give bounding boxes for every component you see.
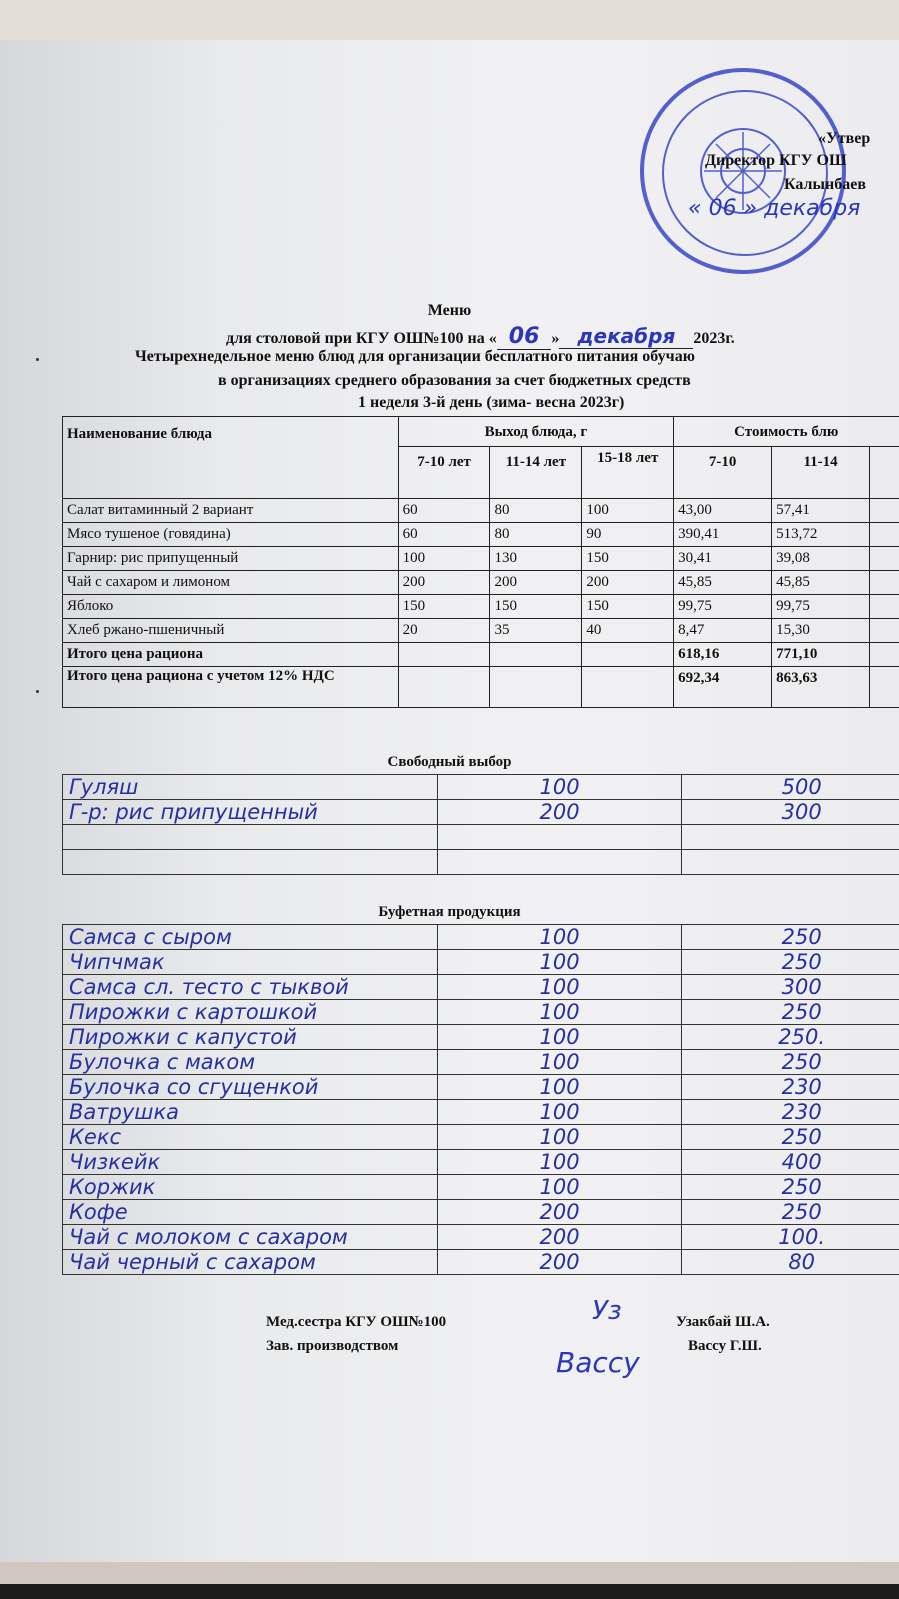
buffet-cell-name: Самса с сыром bbox=[63, 925, 438, 950]
buffet-row bbox=[63, 975, 899, 1000]
total-cost-7-10: 618,16 bbox=[674, 643, 772, 667]
total-label: Итого цена рациона bbox=[63, 643, 399, 667]
free_choice-cell-weight bbox=[437, 825, 682, 850]
menu-cell-g3: 90 bbox=[582, 523, 674, 547]
menu-cell-name: Яблоко bbox=[63, 595, 399, 619]
menu-cell-g1: 150 bbox=[398, 595, 490, 619]
menu-cell-g2: 130 bbox=[490, 547, 582, 571]
menu-cell-c2: 57,41 bbox=[772, 499, 870, 523]
menu-cell-c2: 45,85 bbox=[772, 571, 870, 595]
menu-cell-c1: 390,41 bbox=[674, 523, 772, 547]
buffet-row bbox=[63, 1000, 899, 1025]
stamp-emblem bbox=[644, 72, 842, 270]
menu-cell-cut bbox=[870, 523, 899, 547]
buffet-row bbox=[63, 1175, 899, 1200]
free_choice-cell-price: 300 bbox=[682, 800, 899, 825]
menu-cell-c2: 39,08 bbox=[772, 547, 870, 571]
free_choice-cell-price bbox=[682, 850, 899, 875]
free_choice-cell-name bbox=[63, 850, 438, 875]
menu-cell-c2: 99,75 bbox=[772, 595, 870, 619]
nurse-name: Узакбай Ш.А. bbox=[676, 1314, 770, 1330]
buffet-row bbox=[63, 1150, 899, 1175]
buffet-cell-weight: 100 bbox=[437, 1150, 682, 1175]
buffet-cell-price: 250 bbox=[682, 1125, 899, 1150]
menu-cell-g2: 80 bbox=[490, 523, 582, 547]
buffet-rows bbox=[63, 925, 899, 1275]
manager-signature: Вассу bbox=[556, 1346, 640, 1379]
free_choice-cell-name bbox=[63, 825, 438, 850]
paper-speck bbox=[36, 358, 39, 361]
buffet-cell-name: Чипчмак bbox=[63, 950, 438, 975]
buffet-cell-price: 400 bbox=[682, 1150, 899, 1175]
page-title: Меню bbox=[427, 302, 472, 319]
buffet-cell-weight: 100 bbox=[437, 1075, 682, 1100]
buffet-cell-name: Пирожки с капустой bbox=[63, 1025, 438, 1050]
handwritten-month: декабря bbox=[559, 324, 693, 349]
free-choice-table bbox=[62, 774, 899, 875]
buffet-cell-name: Кекс bbox=[63, 1125, 438, 1150]
buffet-cell-weight: 100 bbox=[437, 1175, 682, 1200]
col-header-name: Наименование блюда bbox=[63, 417, 399, 499]
menu-cell-cut bbox=[870, 571, 899, 595]
manager-name: Вассу Г.Ш. bbox=[688, 1338, 762, 1354]
menu-cell-g1: 20 bbox=[398, 619, 490, 643]
week-day-line: 1 неделя 3-й день (зима- весна 2023г) bbox=[358, 394, 625, 411]
total-vat-11-14: 863,63 bbox=[772, 667, 870, 708]
buffet-cell-weight: 100 bbox=[437, 1000, 682, 1025]
menu-cell-g3: 150 bbox=[582, 595, 674, 619]
paper-speck bbox=[36, 690, 39, 693]
buffet-row bbox=[63, 1125, 899, 1150]
buffet-row bbox=[63, 950, 899, 975]
buffet-cell-weight: 200 bbox=[437, 1225, 682, 1250]
buffet-cell-price: 250. bbox=[682, 1025, 899, 1050]
buffet-cell-price: 100. bbox=[682, 1225, 899, 1250]
buffet-cell-price: 230 bbox=[682, 1075, 899, 1100]
buffet-cell-name: Чай черный с сахаром bbox=[63, 1250, 438, 1275]
buffet-cell-name: Булочка с маком bbox=[63, 1050, 438, 1075]
buffet-cell-name: Коржик bbox=[63, 1175, 438, 1200]
menu-cell-g2: 200 bbox=[490, 571, 582, 595]
buffet-cell-price: 250 bbox=[682, 1175, 899, 1200]
buffet-title: Буфетная продукция bbox=[378, 904, 521, 920]
menu-cell-cut bbox=[870, 547, 899, 571]
buffet-cell-weight: 100 bbox=[437, 1025, 682, 1050]
buffet-cell-name: Булочка со сгущенкой bbox=[63, 1075, 438, 1100]
buffet-cell-weight: 100 bbox=[437, 1100, 682, 1125]
buffet-row bbox=[63, 1200, 899, 1225]
menu-cell-c1: 99,75 bbox=[674, 595, 772, 619]
menu-row bbox=[63, 571, 899, 595]
col-header-output: Выход блюда, г bbox=[398, 417, 674, 447]
buffet-row bbox=[63, 1025, 899, 1050]
cost-age-header: 11-14 bbox=[772, 447, 870, 499]
col-header-cost: Стоимость блю bbox=[674, 417, 899, 447]
menu-cell-g1: 60 bbox=[398, 523, 490, 547]
cost-age-header-cut bbox=[870, 447, 899, 499]
buffet-cell-price: 250 bbox=[682, 1000, 899, 1025]
manager-role: Зав. производством bbox=[266, 1338, 399, 1354]
approval-date-handwritten: « 06 » декабря bbox=[688, 196, 861, 221]
free_choice-cell-price: 500 bbox=[682, 775, 899, 800]
buffet-row bbox=[63, 1225, 899, 1250]
free_choice-cell-name: Г-р: рис припущенный bbox=[63, 800, 438, 825]
menu-cell-cut bbox=[870, 499, 899, 523]
buffet-cell-name: Кофе bbox=[63, 1200, 438, 1225]
approval-line-3: Калынбаев bbox=[784, 176, 866, 193]
buffet-cell-weight: 100 bbox=[437, 975, 682, 1000]
menu-row bbox=[63, 619, 899, 643]
free_choice-row bbox=[63, 800, 899, 825]
free_choice-cell-weight: 100 bbox=[437, 775, 682, 800]
free_choice-row bbox=[63, 850, 899, 875]
free_choice-cell-weight bbox=[437, 850, 682, 875]
age-header: 7-10 лет bbox=[398, 447, 490, 499]
buffet-row bbox=[63, 1075, 899, 1100]
buffet-cell-name: Ватрушка bbox=[63, 1100, 438, 1125]
buffet-cell-weight: 100 bbox=[437, 925, 682, 950]
menu-cell-g3: 200 bbox=[582, 571, 674, 595]
bottom-edge bbox=[0, 1584, 899, 1599]
buffet-cell-weight: 200 bbox=[437, 1250, 682, 1275]
free_choice-row bbox=[63, 825, 899, 850]
menu-rows bbox=[63, 499, 899, 643]
subtitle-line-1: Четырехнедельное меню блюд для организации бесплатного питания обучаю bbox=[135, 348, 695, 365]
subtitle-line-2: в организациях среднего образования за счет бюджетных средств bbox=[218, 372, 691, 389]
buffet-row bbox=[63, 1100, 899, 1125]
menu-row bbox=[63, 547, 899, 571]
buffet-cell-price: 230 bbox=[682, 1100, 899, 1125]
approval-line-2: Директор КГУ ОШ bbox=[705, 152, 847, 169]
free_choice-row bbox=[63, 775, 899, 800]
total-vat-label: Итого цена рациона с учетом 12% НДС bbox=[63, 667, 399, 708]
buffet-cell-weight: 100 bbox=[437, 1125, 682, 1150]
menu-cell-g1: 200 bbox=[398, 571, 490, 595]
buffet-row bbox=[63, 1250, 899, 1275]
buffet-cell-name: Чай с молоком с сахаром bbox=[63, 1225, 438, 1250]
buffet-cell-weight: 100 bbox=[437, 950, 682, 975]
buffet-cell-price: 300 bbox=[682, 975, 899, 1000]
buffet-cell-weight: 100 bbox=[437, 1050, 682, 1075]
menu-cell-g1: 100 bbox=[398, 547, 490, 571]
menu-date-line: для столовой при КГУ ОШ№100 на « 06 » декабря 2023г. bbox=[226, 324, 735, 349]
buffet-row bbox=[63, 925, 899, 950]
menu-cell-c2: 513,72 bbox=[772, 523, 870, 547]
official-stamp bbox=[640, 68, 846, 274]
menu-cell-c1: 8,47 bbox=[674, 619, 772, 643]
document-page bbox=[0, 40, 899, 1562]
buffet-cell-price: 80 bbox=[682, 1250, 899, 1275]
free-choice-rows bbox=[63, 775, 899, 875]
menu-cell-g3: 100 bbox=[582, 499, 674, 523]
menu-cell-name: Чай с сахаром и лимоном bbox=[63, 571, 399, 595]
menu-cell-c1: 30,41 bbox=[674, 547, 772, 571]
menu-cell-g2: 35 bbox=[490, 619, 582, 643]
buffet-cell-name: Чизкейк bbox=[63, 1150, 438, 1175]
cost-age-header: 7-10 bbox=[674, 447, 772, 499]
menu-cell-cut bbox=[870, 595, 899, 619]
buffet-row bbox=[63, 1050, 899, 1075]
buffet-cell-price: 250 bbox=[682, 1050, 899, 1075]
menu-cell-name: Гарнир: рис припущенный bbox=[63, 547, 399, 571]
menu-cell-g2: 150 bbox=[490, 595, 582, 619]
buffet-cell-name: Самса сл. тесто с тыквой bbox=[63, 975, 438, 1000]
menu-cell-name: Салат витаминный 2 вариант bbox=[63, 499, 399, 523]
buffet-cell-weight: 200 bbox=[437, 1200, 682, 1225]
menu-table bbox=[62, 416, 899, 708]
free-choice-title: Свободный выбор bbox=[387, 754, 512, 770]
menu-cell-name: Мясо тушеное (говядина) bbox=[63, 523, 399, 547]
menu-cell-c1: 43,00 bbox=[674, 499, 772, 523]
menu-cell-c1: 45,85 bbox=[674, 571, 772, 595]
background-wall bbox=[0, 0, 899, 42]
total-vat-7-10: 692,34 bbox=[674, 667, 772, 708]
menu-row bbox=[63, 499, 899, 523]
menu-cell-g1: 60 bbox=[398, 499, 490, 523]
free_choice-cell-name: Гуляш bbox=[63, 775, 438, 800]
approval-line-1: «Утвер bbox=[818, 130, 871, 147]
menu-cell-g3: 150 bbox=[582, 547, 674, 571]
age-header: 11-14 лет bbox=[490, 447, 582, 499]
buffet-table bbox=[62, 924, 899, 1275]
buffet-cell-name: Пирожки с картошкой bbox=[63, 1000, 438, 1025]
menu-row bbox=[63, 595, 899, 619]
handwritten-day: 06 bbox=[497, 324, 552, 350]
menu-cell-name: Хлеб ржано-пшеничный bbox=[63, 619, 399, 643]
age-header: 15-18 лет bbox=[582, 447, 674, 499]
menu-cell-c2: 15,30 bbox=[772, 619, 870, 643]
buffet-cell-price: 250 bbox=[682, 950, 899, 975]
free_choice-cell-weight: 200 bbox=[437, 800, 682, 825]
nurse-signature: Уз bbox=[592, 1296, 622, 1326]
nurse-role: Мед.сестра КГУ ОШ№100 bbox=[266, 1314, 447, 1330]
menu-row bbox=[63, 523, 899, 547]
menu-cell-g3: 40 bbox=[582, 619, 674, 643]
total-cost-11-14: 771,10 bbox=[772, 643, 870, 667]
buffet-cell-price: 250 bbox=[682, 1200, 899, 1225]
menu-cell-g2: 80 bbox=[490, 499, 582, 523]
buffet-cell-price: 250 bbox=[682, 925, 899, 950]
free_choice-cell-price bbox=[682, 825, 899, 850]
menu-cell-cut bbox=[870, 619, 899, 643]
